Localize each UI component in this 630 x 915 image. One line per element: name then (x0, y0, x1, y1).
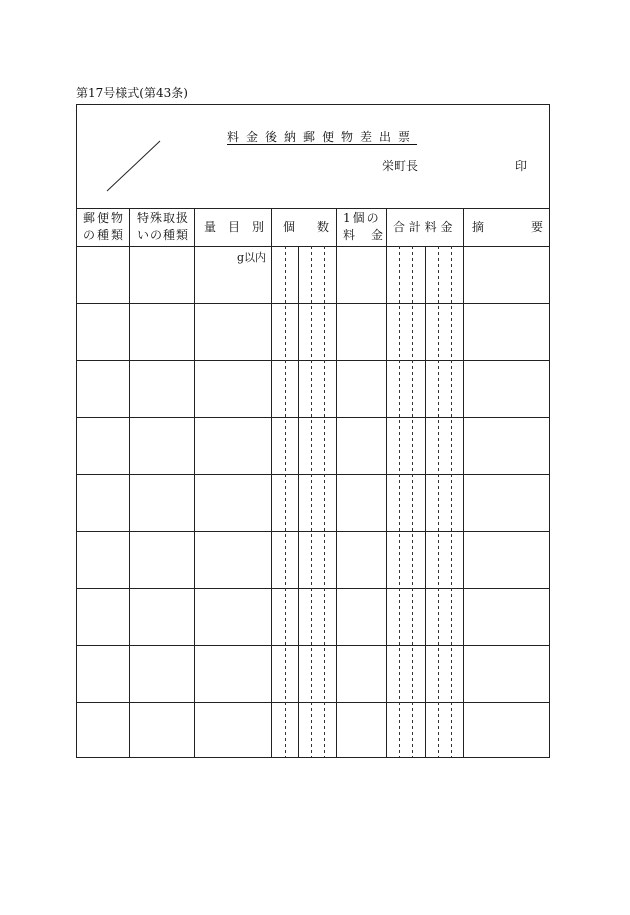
office-name: 栄町長 (382, 159, 419, 173)
col-total-header: 合 計 料 金 (393, 220, 453, 234)
col-unit-price-line1: 1個の (343, 211, 381, 225)
col-special-line1: 特殊取扱 (137, 211, 190, 225)
col-special-header (137, 210, 189, 244)
col-count-header-b: 数 (317, 220, 330, 234)
weight-unit-note: g以内 (237, 251, 267, 264)
col-unit-price-header (343, 210, 385, 244)
col-mail-type-line1: 郵便物 (83, 211, 126, 225)
col-unit-price-line2: 料 金 (343, 228, 386, 242)
col-mail-type-header (83, 210, 125, 244)
table-grid (77, 105, 549, 757)
col-mail-type-line2: の種類 (83, 228, 126, 242)
col-special-line2: いの種類 (137, 228, 190, 242)
form-box (76, 104, 550, 758)
col-weight-header: 量 目 別 (204, 220, 265, 234)
seal-mark: 印 (515, 159, 528, 173)
col-remarks-header-b: 要 (531, 220, 544, 234)
col-count-header-a: 個 (283, 220, 296, 234)
document-title: 料金後納郵便物差出票 (227, 130, 418, 144)
col-remarks-header-a: 摘 (472, 220, 485, 234)
form-number-label: 第17号様式(第43条) (76, 86, 188, 100)
